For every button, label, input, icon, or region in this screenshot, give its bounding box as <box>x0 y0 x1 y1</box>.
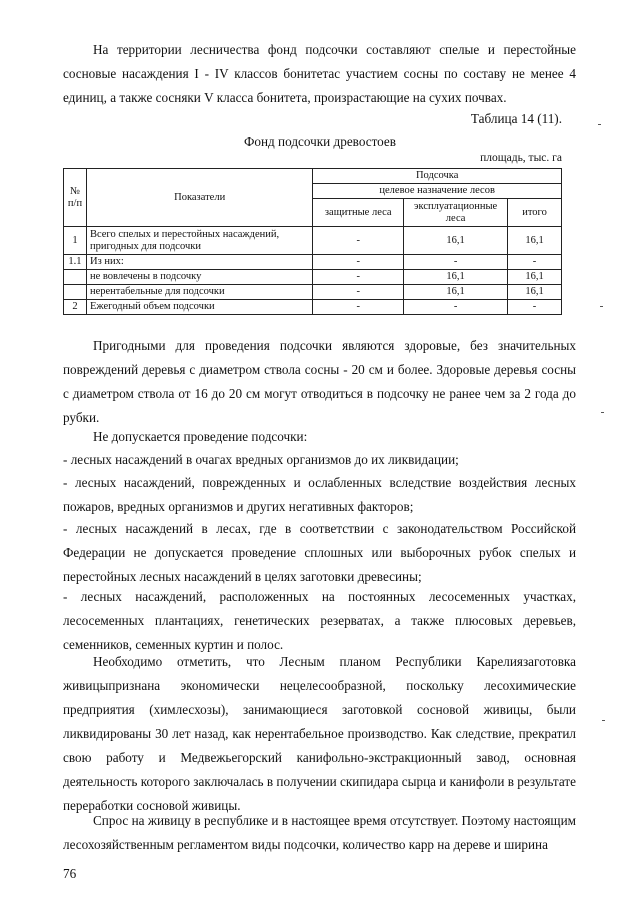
scan-speck <box>598 124 601 125</box>
suitability-paragraph: Пригодными для проведения подсочки являются здоровые, без значительных повреждений деревья с диаметром ствола сосны - 20 см и более. Здоровые деревья сосны с диаметром ствола от 16 до 20 см могут отводиться в подсочку не ранее чем за 2 года до рубки. <box>63 338 576 425</box>
prohibition-heading: Не допускается проведение подсочки: <box>93 429 308 444</box>
row-protective: - <box>313 300 404 315</box>
prohibition-item-2: - лесных насаждений, поврежденных и ослабленных вследствие воздействия лесных пожаров, вредных организмов и других негативных факторов; <box>63 475 576 514</box>
row-protective: - <box>313 270 404 285</box>
row-label: Всего спелых и перестойных насаждений, пригодных для подсочки <box>86 227 312 255</box>
table-header-row <box>64 169 562 184</box>
podsochka-fund-table <box>63 168 562 315</box>
page-number: 76 <box>63 866 77 881</box>
row-protective: - <box>313 285 404 300</box>
row-total: - <box>508 255 562 270</box>
header-indicators: Показатели <box>86 169 312 227</box>
row-protective: - <box>313 227 404 255</box>
row-exploitation: 16,1 <box>404 270 508 285</box>
row-exploitation: - <box>404 255 508 270</box>
row-num <box>64 270 87 285</box>
table-reference: Таблица 14 (11). <box>470 111 562 126</box>
row-total: - <box>508 300 562 315</box>
table-row <box>64 255 562 270</box>
table-title: Фонд подсочки древостоев <box>243 134 397 149</box>
header-num: № п/п <box>64 169 87 227</box>
row-num: 2 <box>64 300 87 315</box>
prohibition-item-4: - лесных насаждений, расположенных на постоянных лесосеменных участках, лесосеменных плантациях, генетических резерватах, а также плюсовых деревьев, семенников, семенных куртин и полос. <box>63 589 576 652</box>
table-row <box>64 270 562 285</box>
intro-paragraph: На территории лесничества фонд подсочки составляют спелые и перестойные сосновые насаждения I - IV классов бонитетас участием сосны по составу не менее 4 единиц, а также сосняки V класса бонитета, произрастающие на сухих почвах. <box>63 42 576 105</box>
row-exploitation: - <box>404 300 508 315</box>
header-purpose: целевое назначение лесов <box>313 184 562 199</box>
row-label: не вовлечены в подсочку <box>86 270 312 285</box>
table-unit: площадь, тыс. га <box>480 152 562 164</box>
demand-paragraph: Спрос на живицу в республике и в настоящее время отсутствует. Поэтому настоящим лесохозяйственным регламентом виды подсочки, количество карр на дереве и ширина <box>63 813 576 852</box>
header-protective: защитные леса <box>313 199 404 227</box>
scan-speck <box>602 720 605 721</box>
row-label: нерентабельные для подсочки <box>86 285 312 300</box>
prohibition-item-3: - лесных насаждений в лесах, где в соответствии с законодательством Российской Федерации не допускается проведение сплошных или выборочных рубок спелых и перестойных лесных насаждений в целях заготовки древесины; <box>63 521 576 584</box>
scan-speck <box>600 306 603 307</box>
table-row <box>64 300 562 315</box>
row-total: 16,1 <box>508 227 562 255</box>
forest-plan-paragraph: Необходимо отметить, что Лесным планом Республики Карелиязаготовка живицыпризнана экономически нецелесообразной, поскольку лесохимические предприятия (химлесхозы), занимающиеся заготовкой сосновой живицы, были ликвидированы 30 лет назад, как нерентабельное производство. Как следствие, прекратил свою работу и Медвежьегорский канифольно-экстракционный завод, основная деятельность которого заключалась в получении скипидара сырца и канифоли в результате переработки сосновой живицы. <box>63 654 576 813</box>
header-exploitation: эксплуатационные леса <box>404 199 508 227</box>
row-num <box>64 285 87 300</box>
row-num: 1 <box>64 227 87 255</box>
row-exploitation: 16,1 <box>404 285 508 300</box>
row-exploitation: 16,1 <box>404 227 508 255</box>
row-label: Ежегодный объем подсочки <box>86 300 312 315</box>
row-num: 1.1 <box>64 255 87 270</box>
row-label: Из них: <box>86 255 312 270</box>
table-row <box>64 285 562 300</box>
header-podsochka: Подсочка <box>313 169 562 184</box>
row-total: 16,1 <box>508 270 562 285</box>
table-row <box>64 227 562 255</box>
row-protective: - <box>313 255 404 270</box>
header-total: итого <box>508 199 562 227</box>
scan-speck <box>601 412 604 413</box>
prohibition-item-1: - лесных насаждений в очагах вредных организмов до их ликвидации; <box>63 452 459 467</box>
row-total: 16,1 <box>508 285 562 300</box>
